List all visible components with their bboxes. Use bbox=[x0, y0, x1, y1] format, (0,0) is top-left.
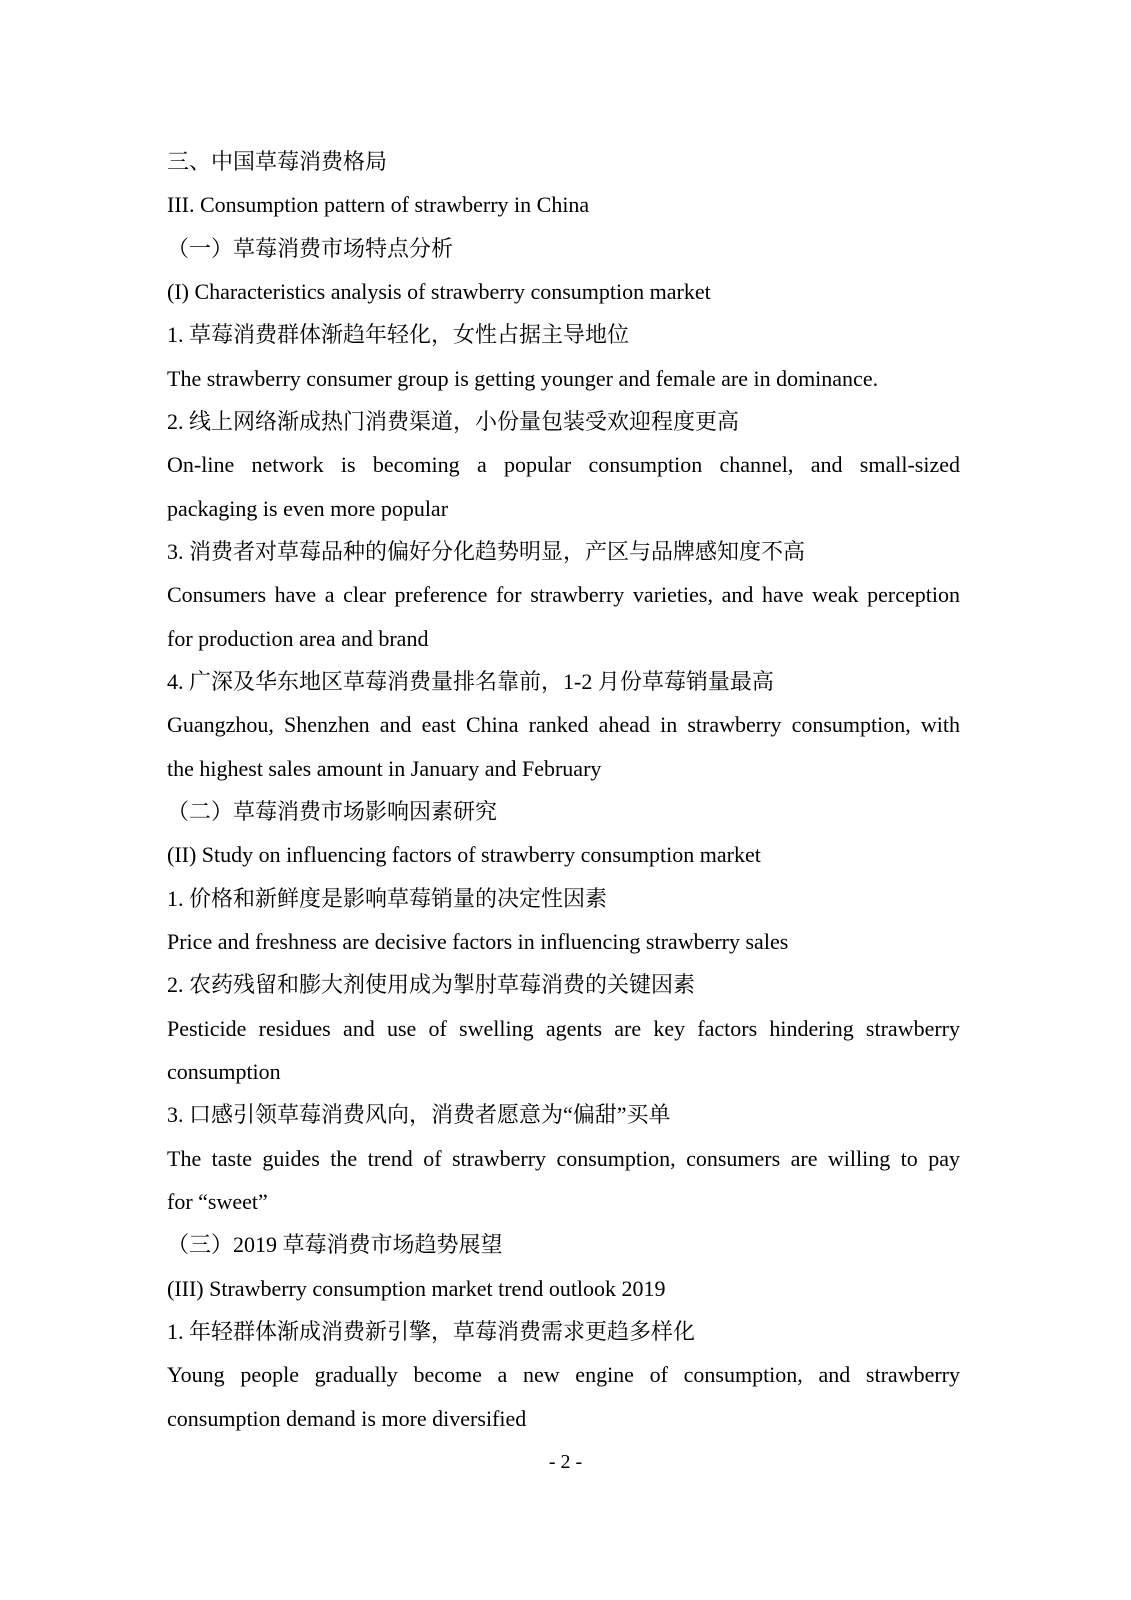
document-line: (II) Study on influencing factors of strawberry consumption market bbox=[167, 842, 761, 868]
document-line: The strawberry consumer group is getting younger and female are in dominance. bbox=[167, 365, 879, 391]
document-line: Guangzhou, Shenzhen and east China ranked ahead in strawberry consumption, with bbox=[167, 712, 960, 738]
document-line: consumption bbox=[167, 1058, 281, 1084]
document-body bbox=[167, 140, 960, 1440]
document-line: 2. 线上网络渐成热门消费渠道，小份量包装受欢迎程度更高 bbox=[167, 408, 740, 434]
document-line: (III) Strawberry consumption market trend outlook 2019 bbox=[167, 1275, 666, 1301]
document-line: 2. 农药残留和膨大剂使用成为掣肘草莓消费的关键因素 bbox=[167, 972, 696, 998]
document-line: The taste guides the trend of strawberry consumption, consumers are willing to pay bbox=[167, 1145, 960, 1171]
document-line: On-line network is becoming a popular consumption channel, and small-sized bbox=[167, 452, 960, 478]
document-line: for “sweet” bbox=[167, 1188, 268, 1214]
document-line: Consumers have a clear preference for strawberry varieties, and have weak perception bbox=[167, 582, 960, 608]
document-line: 1. 价格和新鲜度是影响草莓销量的决定性因素 bbox=[167, 885, 608, 911]
document-line: Young people gradually become a new engine of consumption, and strawberry bbox=[167, 1362, 960, 1388]
document-line: packaging is even more popular bbox=[167, 495, 449, 521]
document-line: 1. 草莓消费群体渐趋年轻化，女性占据主导地位 bbox=[167, 322, 630, 348]
page-number: - 2 - bbox=[548, 1451, 583, 1473]
document-line: III. Consumption pattern of strawberry in China bbox=[167, 192, 590, 218]
document-line: the highest sales amount in January and February bbox=[167, 755, 602, 781]
document-line: Pesticide residues and use of swelling agents are key factors hindering strawberry bbox=[167, 1015, 960, 1041]
document-line: (I) Characteristics analysis of strawberry consumption market bbox=[167, 278, 711, 304]
document-line: 1. 年轻群体渐成消费新引擎，草莓消费需求更趋多样化 bbox=[167, 1318, 696, 1344]
document-line: （二）草莓消费市场影响因素研究 bbox=[167, 798, 498, 824]
document-line: 三、中国草莓消费格局 bbox=[167, 149, 388, 174]
document-line: 3. 消费者对草莓品种的偏好分化趋势明显，产区与品牌感知度不高 bbox=[167, 538, 806, 564]
document-line: for production area and brand bbox=[167, 625, 429, 651]
document-line: 3. 口感引领草莓消费风向，消费者愿意为“偏甜”买单 bbox=[167, 1102, 671, 1128]
document-line: Price and freshness are decisive factors in influencing strawberry sales bbox=[167, 928, 789, 954]
document-line: （一）草莓消费市场特点分析 bbox=[167, 235, 454, 261]
document-line: （三）2019 草莓消费市场趋势展望 bbox=[167, 1232, 503, 1258]
document-line: consumption demand is more diversified bbox=[167, 1405, 527, 1431]
document-line: 4. 广深及华东地区草莓消费量排名靠前，1-2 月份草莓销量最高 bbox=[167, 668, 774, 694]
